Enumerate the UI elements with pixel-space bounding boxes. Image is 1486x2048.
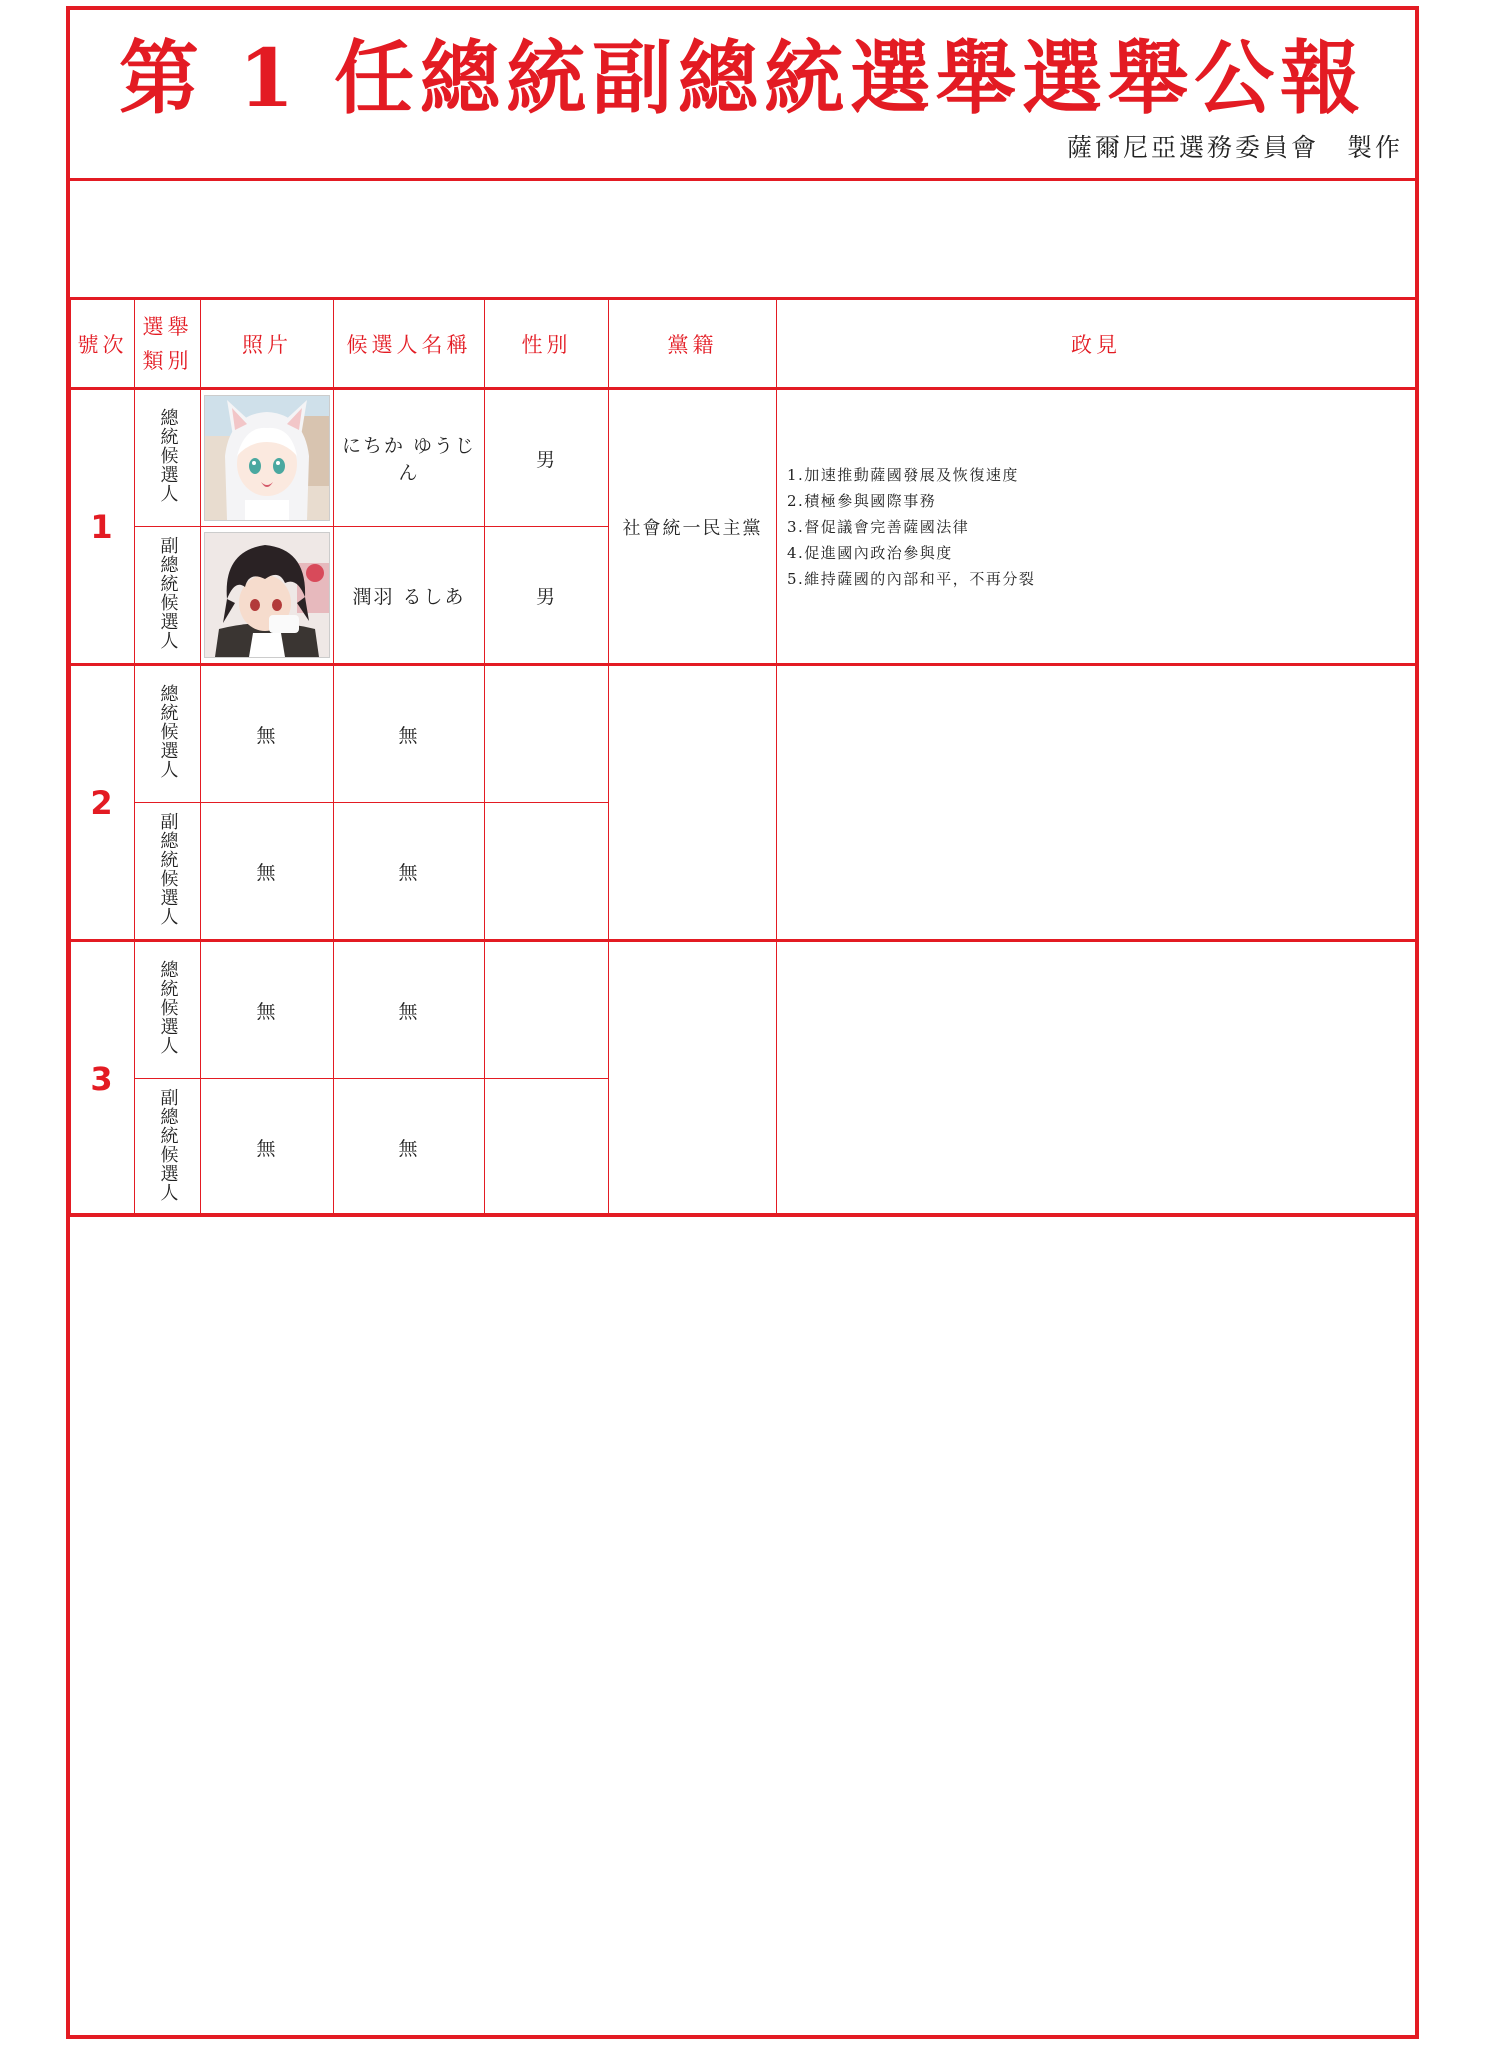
role-president: 總統候選人: [135, 389, 201, 527]
candidate-photo: 無: [201, 665, 334, 803]
candidate-photo: 無: [201, 1079, 334, 1217]
candidate-gender: [485, 665, 609, 803]
header-gender: 性別: [485, 299, 609, 389]
candidate-gender: 男: [485, 527, 609, 665]
table-bottom-divider: [70, 1213, 1415, 1216]
ticket-number: 1: [71, 389, 135, 665]
table-row: [71, 665, 1416, 803]
candidate-party: [609, 665, 777, 941]
candidate-photo: [201, 527, 334, 665]
policy-item: 4.促進國內政治參與度: [787, 543, 953, 562]
role-president: 總統候選人: [135, 941, 201, 1079]
header-category: 選舉 類別: [135, 299, 201, 389]
candidate-gender: [485, 941, 609, 1079]
candidate-policies: [777, 941, 1416, 1217]
policy-item: 3.督促議會完善薩國法律: [787, 517, 970, 536]
dark-haired-boy-portrait: [204, 532, 330, 658]
ticket-number: 2: [71, 665, 135, 941]
publisher-credit: 薩爾尼亞選務委員會 製作: [1066, 133, 1403, 162]
candidate-photo: 無: [201, 941, 334, 1079]
candidate-name: 無: [334, 1079, 485, 1217]
header-photo: 照片: [201, 299, 334, 389]
white-fox-girl-portrait: [204, 395, 330, 521]
candidate-party: [609, 941, 777, 1217]
candidate-policies: [777, 389, 1416, 665]
candidate-table: [70, 297, 1416, 1217]
bulletin-frame: [66, 6, 1419, 2039]
header-policy: 政見: [777, 299, 1416, 389]
candidate-name: 潤羽 るしあ: [334, 527, 485, 665]
policy-item: 2.積極參與國際事務: [787, 491, 937, 510]
table-header-row: [71, 299, 1416, 389]
candidate-gender: 男: [485, 389, 609, 527]
table-row: [71, 389, 1416, 527]
ticket-number: 3: [71, 941, 135, 1217]
candidate-name: 無: [334, 941, 485, 1079]
candidate-gender: [485, 803, 609, 941]
candidate-party: 社會統一民主黨: [609, 389, 777, 665]
header-number: 號次: [71, 299, 135, 389]
candidate-gender: [485, 1079, 609, 1217]
header-name: 候選人名稱: [334, 299, 485, 389]
role-vice-president: 副總統候選人: [135, 527, 201, 665]
candidate-name: 無: [334, 803, 485, 941]
role-president: 總統候選人: [135, 665, 201, 803]
candidate-name: にちか ゆうじん: [334, 389, 485, 527]
candidate-policies: [777, 665, 1416, 941]
header-divider: [70, 178, 1415, 181]
candidate-name: 無: [334, 665, 485, 803]
role-vice-president: 副總統候選人: [135, 803, 201, 941]
candidate-photo: 無: [201, 803, 334, 941]
role-vice-president: 副總統候選人: [135, 1079, 201, 1217]
header-party: 黨籍: [609, 299, 777, 389]
policy-item: 1.加速推動薩國發展及恢復速度: [787, 465, 1019, 484]
policy-item: 5.維持薩國的內部和平，不再分裂: [787, 569, 1036, 588]
table-row: [71, 941, 1416, 1079]
candidate-photo: [201, 389, 334, 527]
bulletin-title: 第 1 任總統副總統選舉選舉公報: [118, 31, 1367, 125]
